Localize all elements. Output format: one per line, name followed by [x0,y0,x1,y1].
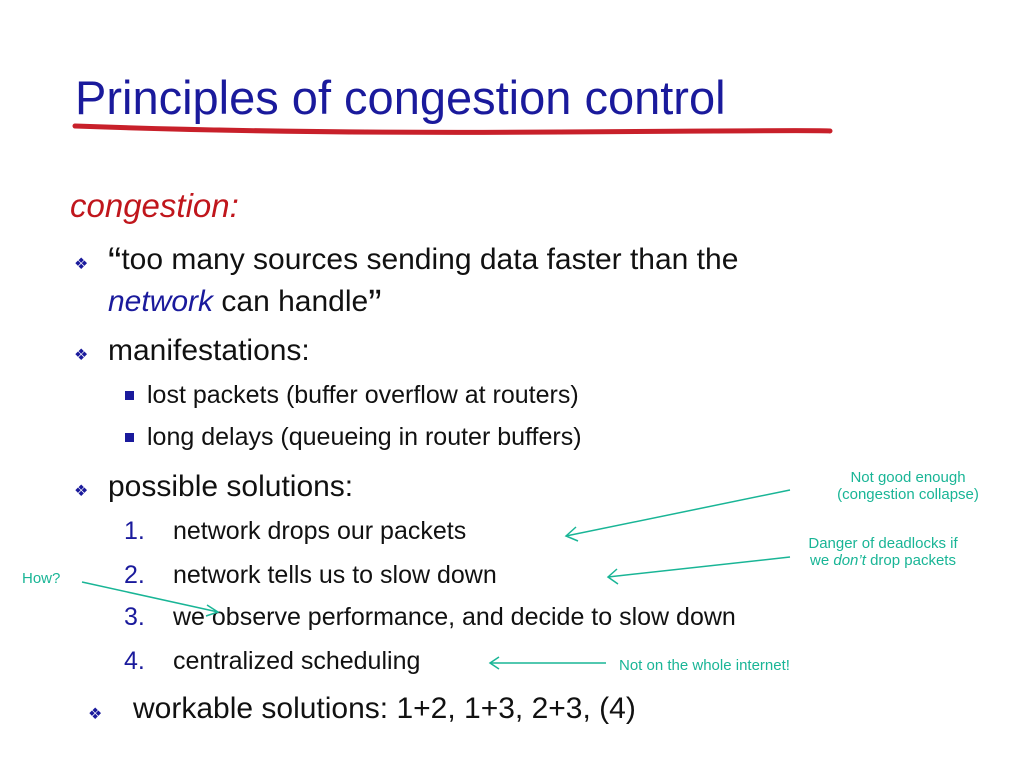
annotation-text: drop packets [865,552,956,569]
annotation-emphasis: don’t [833,552,866,569]
arrow-line [566,490,790,536]
annotation-line: (congestion collapse) [837,486,979,503]
diamond-bullet-icon: ❖ [74,483,89,500]
annotation-text: we [810,552,834,569]
annotation-how: How? [22,570,61,587]
sub-bullet-long-delays: long delays (queueing in router buffers) [147,423,582,451]
definition-text-line1: too many sources sending data faster than the [121,243,739,276]
solution-item-4: centralized scheduling [173,647,421,675]
arrow-line [82,582,218,612]
diamond-bullet-icon: ❖ [88,706,103,723]
solution-number: 1. [124,517,145,545]
solution-number: 3. [124,603,145,631]
solution-item-3: we observe performance, and decide to slow down [173,603,736,631]
open-quote: “ [108,240,122,284]
solution-item-2: network tells us to slow down [173,561,497,589]
slide-title: Principles of congestion control [75,71,726,124]
congestion-heading: congestion: [70,187,239,224]
arrow-line [608,557,790,577]
annotation-line: Not good enough [850,469,966,486]
annotation-line: Danger of deadlocks if [808,535,958,552]
close-quote: ” [368,282,382,326]
bullet-workable-solutions: workable solutions: 1+2, 1+3, 2+3, (4) [133,692,636,725]
solution-number: 2. [124,561,145,589]
solution-item-1: network drops our packets [173,517,467,545]
diamond-bullet-icon: ❖ [74,347,89,364]
bullet-manifestations: manifestations: [108,334,310,367]
network-word: network [108,285,214,318]
diamond-bullet-icon: ❖ [74,256,89,273]
solution-number: 4. [124,647,145,675]
annotation-whole-internet: Not on the whole internet! [619,657,790,674]
definition-text-line2: can handle [213,285,369,318]
bullet-possible-solutions: possible solutions: [108,470,354,503]
sub-bullet-lost-packets: lost packets (buffer overflow at routers) [147,381,579,409]
